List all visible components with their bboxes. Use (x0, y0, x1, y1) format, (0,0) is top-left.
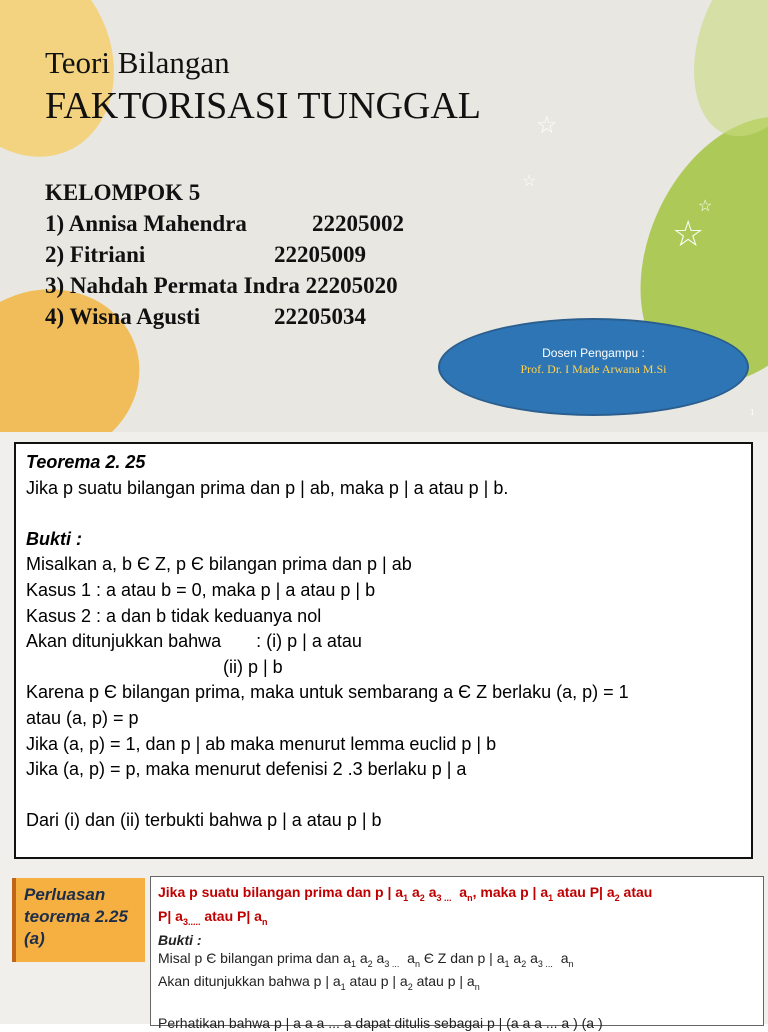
extension-proof-title: Bukti : (158, 931, 202, 948)
member-name: 4) Wisna Agusti (45, 304, 201, 329)
tag-line: (a) (24, 929, 45, 948)
extension-proof-line: Akan ditunjukkan bahwa p | $a_1$ atau p | $a_2$ atau p | $a_n$ (158, 973, 480, 993)
lecturer-name: Prof. Dr. I Made Arwana M.Si (520, 362, 667, 376)
star-icon: ☆ (698, 198, 713, 215)
member-row (45, 239, 398, 270)
extension-statement: Jika p suatu bilangan prima dan p | $a_1$ $a_2$ $a_{3 ...}$ $a_n$, maka p | $a_1$ atau P| $a_2$ atau P| $a_{3.....}$ atau P| $a_n$ (158, 884, 653, 927)
proof-line: Kasus 2 : a dan b tidak keduanya nol (26, 605, 322, 626)
member-nim: 22205020 (305, 273, 398, 298)
member-row (45, 208, 404, 239)
member-nim: 22205009 (274, 242, 366, 267)
extension-slide (0, 873, 768, 1032)
group-label: KELOMPOK 5 (45, 180, 201, 205)
proof-line: Akan ditunjukkan bahwa : (i) p | a atau (26, 631, 362, 652)
star-icon: ☆ (536, 112, 558, 139)
member-name: 3) Nahdah Permata Indra (45, 273, 300, 298)
extension-proof-line: Misal p Є bilangan prima dan $a_1$ $a_2$ $a_{3 ...}$ $a_n$ Є Z dan p | $a_1$ $a_2$ $a_{3 ...}$ $a_n$ (158, 949, 574, 969)
member-name: 2) Fitriani (45, 242, 146, 267)
extension-tag (12, 878, 145, 962)
proof-line: atau (a, p) = p (26, 707, 139, 728)
proof-conclusion: Dari (i) dan (ii) terbukti bahwa p | a atau p | b (26, 810, 382, 831)
extension-box (150, 876, 764, 1032)
proof-line: Kasus 1 : a atau b = 0, maka p | a atau p | b (26, 579, 376, 600)
green-leaf-decoration (669, 0, 768, 154)
extension-proof-line: Perhatikan bahwa p | a a a ... a dapat ditulis sebagai p | (a a a ... a ) (a ) (158, 1015, 603, 1032)
member-row (45, 270, 398, 301)
member-name: 1) Annisa Mahendra (45, 211, 247, 236)
proof-line: Jika (a, p) = 1, dan p | ab maka menurut lemma euclid p | b (26, 733, 497, 754)
theorem-slide (0, 432, 768, 873)
tag-line: teorema 2.25 (24, 907, 128, 926)
tag-line: Perluasan (24, 885, 106, 904)
member-nim: 22205002 (312, 211, 404, 236)
star-icon: ☆ (672, 213, 705, 254)
proof-line: Jika (a, p) = p, maka menurut defenisi 2 .3 berlaku p | a (26, 759, 467, 780)
proof-title: Bukti : (26, 528, 82, 549)
main-title: FAKTORISASI TUNGGAL (45, 85, 481, 127)
star-icon: ☆ (522, 173, 537, 190)
member-nim: 22205034 (274, 304, 366, 329)
slide-number: 1 (750, 408, 755, 417)
theorem-title: Teorema 2. 25 (26, 452, 146, 472)
proof-line: Misalkan a, b Є Z, p Є bilangan prima dan p | ab (26, 554, 412, 575)
subject-title: Teori Bilangan (45, 45, 230, 80)
member-row (45, 301, 398, 332)
proof-line: Karena p Є bilangan prima, maka untuk sembarang a Є Z berlaku (a, p) = 1 (26, 682, 629, 703)
title-slide (0, 0, 768, 432)
proof-line: (ii) p | b (223, 656, 283, 677)
lecturer-label: Dosen Pengampu : (542, 346, 645, 360)
group-members (45, 177, 404, 332)
lecturer-oval (438, 318, 749, 416)
theorem-box (14, 442, 753, 859)
theorem-statement: Jika p suatu bilangan prima dan p | ab, maka p | a atau p | b. (26, 477, 509, 498)
